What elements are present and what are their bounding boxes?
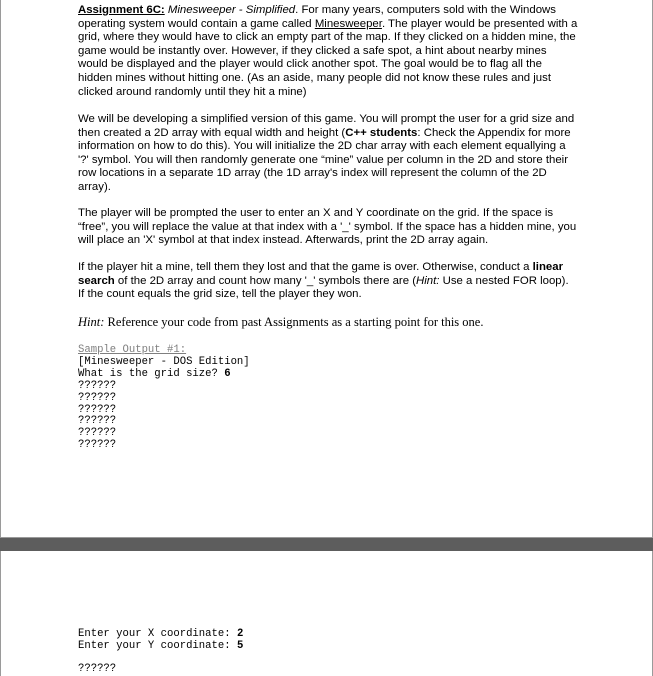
linear-search-bold: linear search [78,261,563,287]
grid-row: ?????? [78,427,117,440]
win-loss-paragraph [78,261,578,302]
document-page-2 [0,551,653,676]
x-coordinate-prompt: Enter your X coordinate: [78,628,237,640]
grid-row: ?????? [78,379,117,392]
hint-text: Reference your code from past Assignments as a starting point for this one. [104,315,484,329]
sample-output-block [78,345,250,452]
reference-hint [78,315,483,330]
grid-row: ?????? [78,391,117,404]
page-separator [0,538,653,551]
grid-row: ?????? [78,439,117,452]
x-coordinate-value: 2 [236,628,244,640]
y-coordinate-prompt: Enter your Y coordinate: [78,639,237,652]
development-paragraph [78,113,578,195]
cpp-students-label: C++ students [345,126,418,139]
win-loss-text-2: of the 2D array and count how many '_' symbols there are ( [114,274,417,287]
y-coordinate-value: 5 [236,639,244,652]
grid-size-answer: 6 [224,367,231,380]
grid-row: ?????? [78,663,117,675]
win-loss-text-1: If the player hit a mine, tell them they lost and that the game is over. Otherwise, conduct a [78,261,533,273]
grid-row: ?????? [78,415,117,428]
grid-row: ?????? [78,403,117,416]
intro-text-2: . The player would be presented with a grid, where they would have to click an empty part of the map. If they clicked on a hidden mine, the game would be instantly over. However, if they clicked a safe spot, a hint about nearby mines would be displayed and the player would click another spot. The goal would be to flag all the hidden mines without hitting one. (As an aside, many people did not know these rules and just clicked around randomly until they hit a mine) [78,17,578,98]
grid-size-prompt: What is the grid size? [78,367,225,380]
minesweeper-link-text: Minesweeper [314,17,382,30]
intro-text-1: . For many years, computers sold with the Windows operating system would contain a game called [78,4,556,30]
win-loss-text-3: Use a nested FOR loop). If the count equals the grid size, tell the player they won. [78,274,569,301]
intro-paragraph [78,4,578,99]
development-text-1: We will be developing a simplified version of this game. You will prompt the user for a grid size and then created a 2D array with equal width and height ( [78,113,575,139]
assignment-subtitle: Minesweeper - Simplified [167,4,296,16]
console-title: [Minesweeper - DOS Edition] [78,355,250,368]
coordinate-paragraph: The player will be prompted the user to enter an X and Y coordinate on the grid. If the space is “free”, you will replace the value at that index with a '_' symbol. If the space has a hidden mine, you will place an 'X' symbol at that index instead. Afterwards, print the 2D array again. [78,207,577,247]
inline-hint-label: Hint: [416,274,440,287]
hint-label: Hint: [78,315,105,329]
development-text-2: : Check the Appendix for more information on how to do this). You will initialize the 2D char array with each element equallying a '?' symbol. You will then randomly generate one “mine” value per column in the 2D and store their row locations in a separate 1D array (the 1D array's index will represent the column of the 2D array). [78,126,571,193]
sample-output-label: Sample Output #1: [78,344,187,356]
coordinate-input-block [78,629,243,653]
assignment-heading: Assignment 6C: [78,4,165,16]
